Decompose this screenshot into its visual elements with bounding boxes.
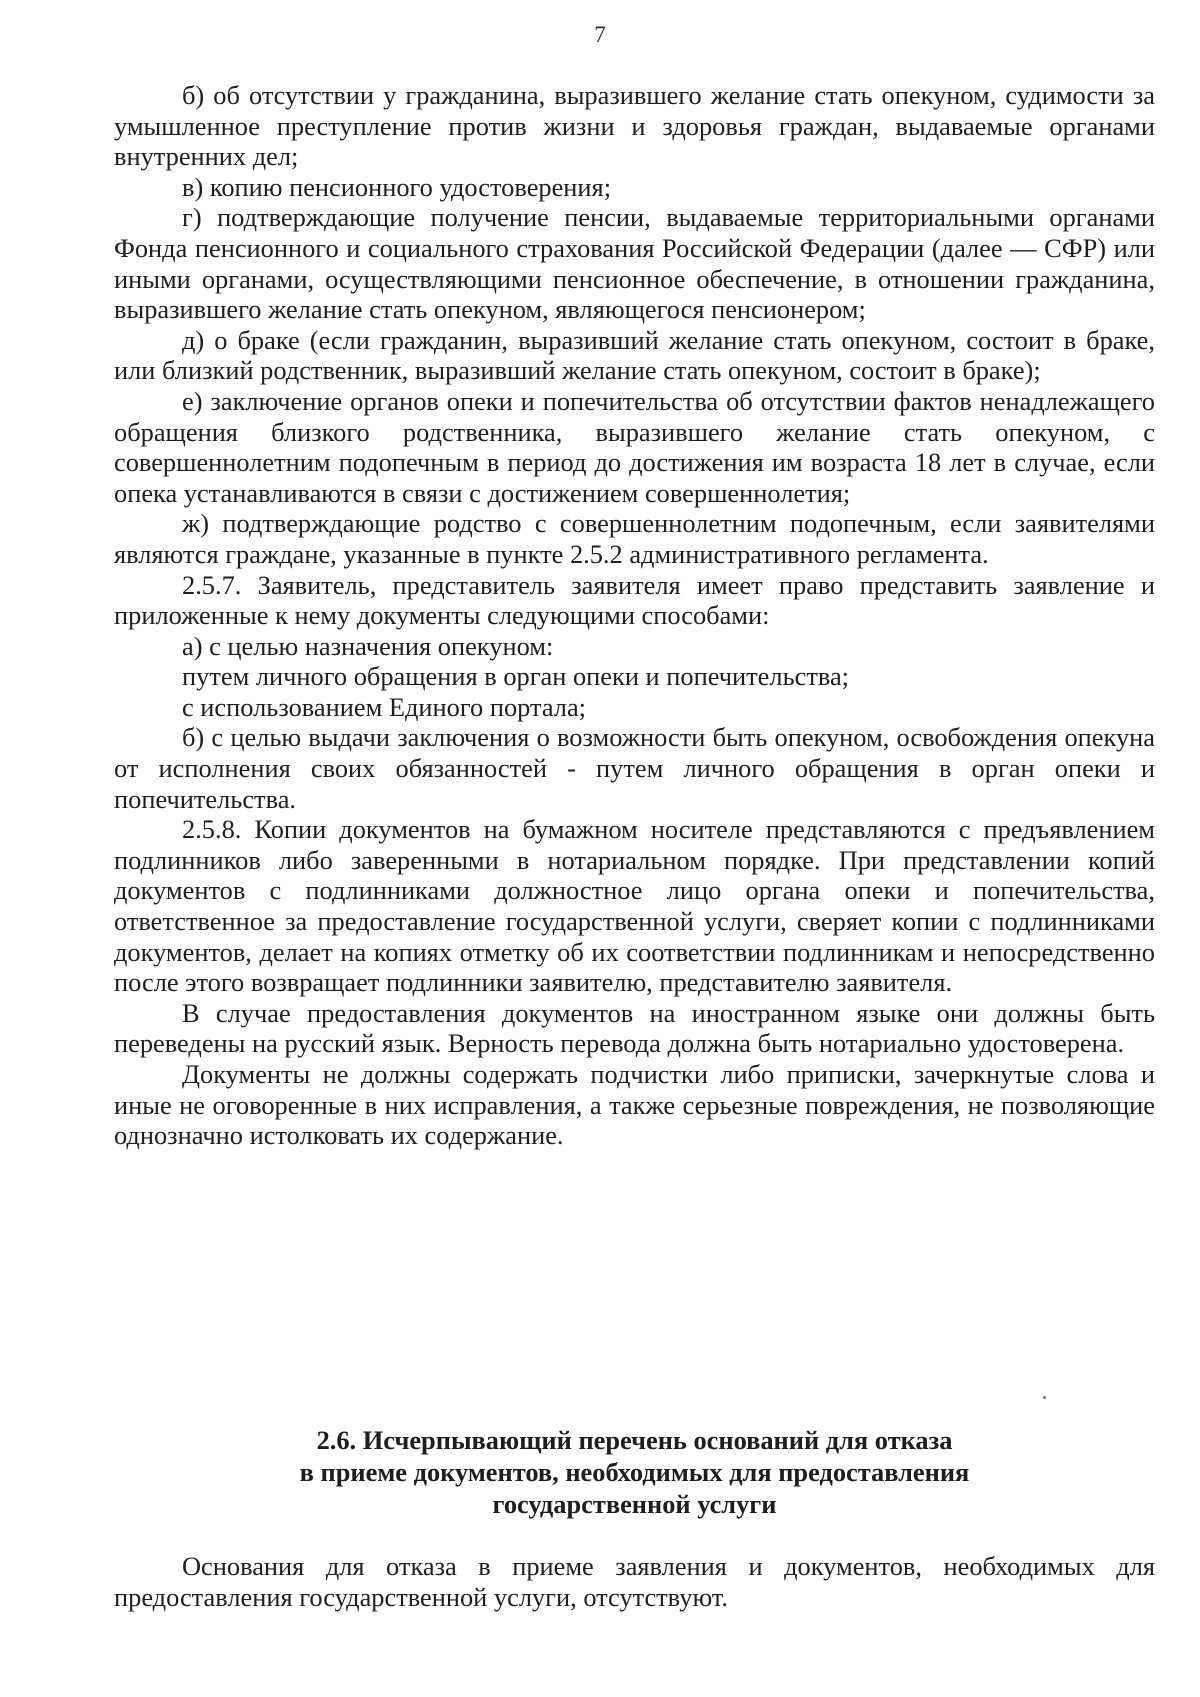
section-heading-line-1: 2.6. Исчерпывающий перечень оснований для отказа <box>316 1425 953 1455</box>
paragraph-2-5-7-b: б) с целью выдачи заключения о возможности быть опекуном, освобождения опекуна от исполнения своих обязанностей - путем личного обращения в орган опеки и попечительства. <box>114 722 1155 814</box>
document-body <box>114 80 1155 1151</box>
paragraph-2-5-7-a-portal: с использованием Единого портала; <box>182 691 587 722</box>
section-heading-line-3: государственной услуги <box>492 1489 777 1519</box>
paragraph-document-requirements: Документы не должны содержать подчистки либо приписки, зачеркнутые слова и иные не оговоренные в них исправления, а также серьезные повреждения, не позволяющие однозначно истолковать их содержание. <box>114 1059 1155 1151</box>
paragraph-item-v: в) копию пенсионного удостоверения; <box>182 171 612 202</box>
final-section-body <box>114 1551 1155 1612</box>
paragraph-2-5-7: 2.5.7. Заявитель, представитель заявителя имеет право представить заявление и приложенные к нему документы следующими способами: <box>114 569 1155 631</box>
scan-artifact <box>1043 1396 1046 1399</box>
paragraph-2-5-7-a: а) с целью назначения опекуном: <box>182 630 554 661</box>
paragraph-foreign-language: В случае предоставления документов на иностранном языке они должны быть переведены на русский язык. Верность перевода должна быть нотариально удостоверена. <box>114 997 1155 1059</box>
section-heading-line-2: в приеме документов, необходимых для предоставления <box>299 1457 970 1487</box>
paragraph-item-b: б) об отсутствии у гражданина, выразившего желание стать опекуном, судимости за умышленное преступление против жизни и здоровья граждан, выдаваемые органами внутренних дел; <box>114 80 1155 172</box>
page-number: 7 <box>594 22 606 47</box>
paragraph-item-d: д) о браке (если гражданин, выразивший желание стать опекуном, состоит в браке, или близкий родственник, выразивший желание стать опекуном, состоит в браке); <box>114 324 1155 386</box>
paragraph-item-e: е) заключение органов опеки и попечительства об отсутствии фактов ненадлежащего обращения близкого родственника, выразившего желание стать опекуном, с совершеннолетним подопечным в период до достижения им возраста 18 лет в случае, если опека устанавливаются в связи с достижением совершеннолетия; <box>114 385 1155 508</box>
paragraph-2-5-8: 2.5.8. Копии документов на бумажном носителе представляются с предъявлением подлинников либо заверенными в нотариальном порядке. При представлении копий документов с подлинниками должностное лицо органа опеки и попечительства, ответственное за предоставление государственной услуги, сверяет копии с подлинниками документов, делает на копиях отметку об их соответствии подлинникам и непосредственно после этого возвращает подлинники заявителю, представителю заявителя. <box>114 814 1155 998</box>
section-heading <box>114 1424 1155 1520</box>
paragraph-item-g: г) подтверждающие получение пенсии, выдаваемые территориальными органами Фонда пенсионного и социального страхования Российской Федерации (далее — СФР) или иными органами, осуществляющими пенсионное обеспечение, в отношении гражданина, выразившего желание стать опекуном, являющегося пенсионером; <box>114 202 1155 325</box>
paragraph-no-refusal-grounds: Основания для отказа в приеме заявления и документов, необходимых для предоставления государственной услуги, отсутствуют. <box>114 1551 1155 1612</box>
paragraph-2-5-7-a-personal: путем личного обращения в орган опеки и попечительства; <box>182 661 850 692</box>
paragraph-item-zh: ж) подтверждающие родство с совершеннолетним подопечным, если заявителями являются граждане, указанные в пункте 2.5.2 административного регламента. <box>114 508 1155 569</box>
